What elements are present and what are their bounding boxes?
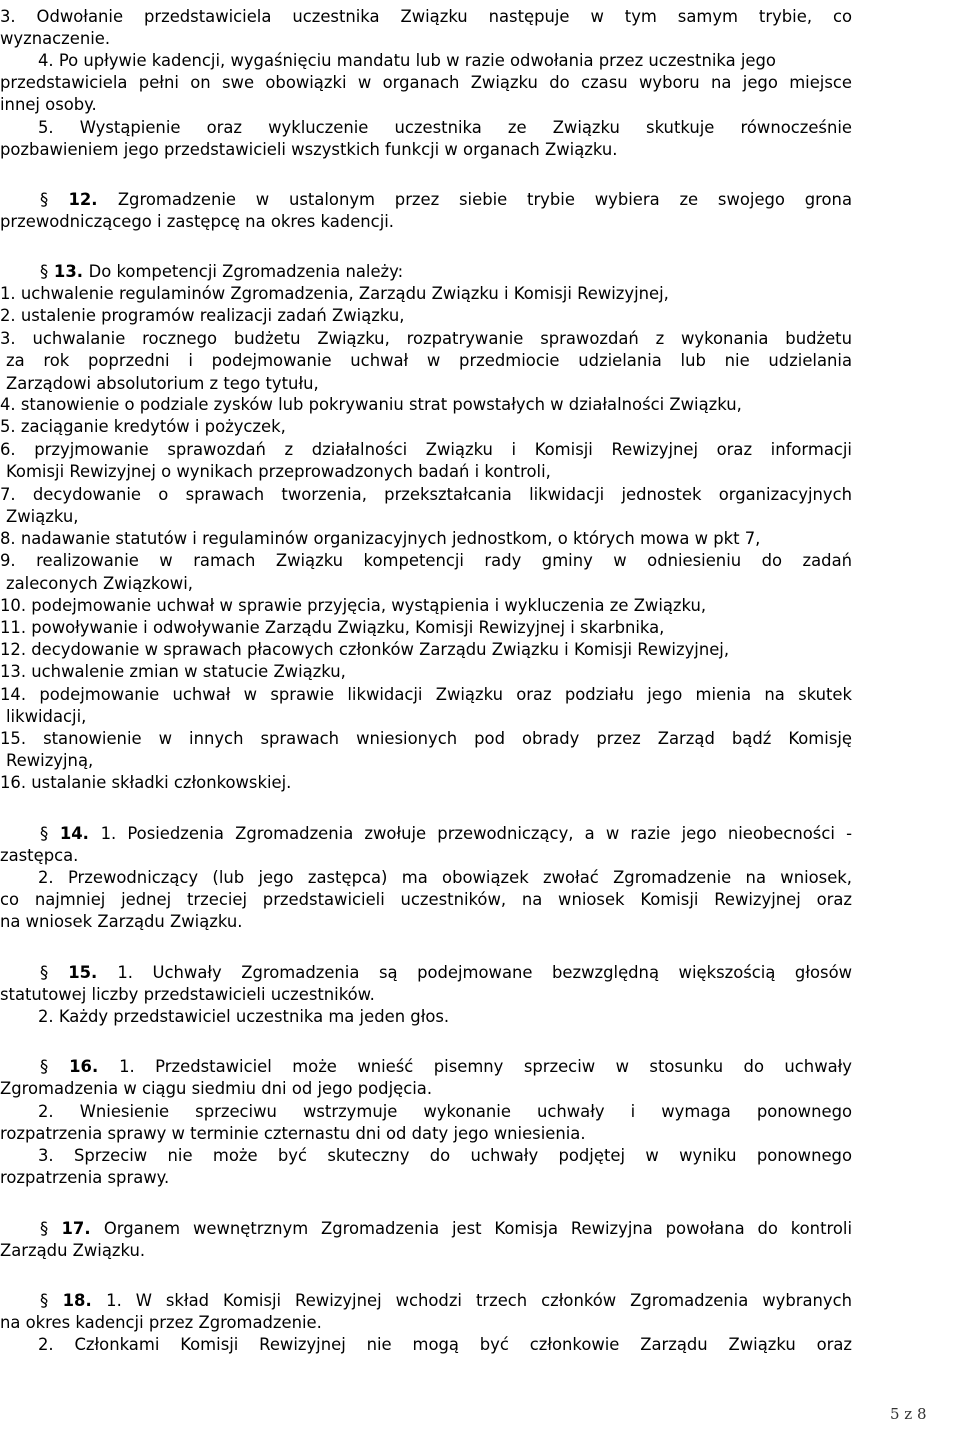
section-symbol: § [40,262,49,281]
section-text: Do kompetencji Zgromadzenia należy: [88,262,404,281]
text-line: przewodniczącego i zastępcę na okres kadencji. [0,212,395,231]
text-line: 4. stanowienie o podziale zysków lub pokrywaniu strat powstałych w działalności Związku, [0,395,742,414]
text-line [40,261,852,283]
section-text: Organem wewnętrznym Zgromadzenia jest Komisja Rewizyjna powołana do kontroli [103,1219,853,1238]
text-line: rozpatrzenia sprawy. [0,1168,170,1187]
text-line: co najmniej jednej trzeciej przedstawicieli uczestników, na wniosek Komisji Rewizyjnej oraz [0,890,852,909]
section-symbol: § [40,963,49,982]
text-line: 15. stanowienie w innych sprawach wniesionych pod obrady przez Zarząd bądź Komisję [0,729,852,748]
text-line: 3. Odwołanie przedstawiciela uczestnika Związku następuje w tym samym trybie, co [0,7,852,26]
text-line: za rok poprzedni i podejmowanie uchwał w przedmiocie udzielania lub nie udzielania [6,351,852,370]
page-number: 5 z 8 [890,1405,927,1423]
section-text: 1. Przedstawiciel może wnieść pisemny sprzeciw w stosunku do uchwały [119,1057,853,1076]
section-number: 14. [48,824,101,843]
section-number: 13. [48,262,89,281]
text-line: 4. Po upływie kadencji, wygaśnięciu mandatu lub w razie odwołania przez uczestnika jego [38,51,776,70]
text-line: 1. uchwalenie regulaminów Zgromadzenia, Zarządu Związku i Komisji Rewizyjnej, [0,284,669,303]
text-line: 8. nadawanie statutów i regulaminów organizacyjnych jednostkom, o których mowa w pkt 7, [0,529,761,548]
section-text: 1. W skład Komisji Rewizyjnej wchodzi trzech członków Zgromadzenia wybranych [106,1291,852,1310]
text-line: wyznaczenie. [0,29,111,48]
text-line: przedstawiciela pełni on swe obowiązki w organach Związku do czasu wyboru na jego miejsce [0,73,852,92]
text-line: 2. Wniesienie sprzeciwu wstrzymuje wykonanie uchwały i wymaga ponownego [38,1102,852,1121]
text-line: 5. Wystąpienie oraz wykluczenie uczestnika ze Związku skutkuje równocześnie [38,118,852,137]
text-line: likwidacji, [6,707,87,726]
section-number: 17. [48,1219,104,1238]
text-line: Zgromadzenia w ciągu siedmiu dni od jego podjęcia. [0,1079,433,1098]
text-line: Rewizyjną, [6,751,94,770]
text-line: pozbawieniem jego przedstawicieli wszystkich funkcji w organach Związku. [0,140,618,159]
text-line: 6. przyjmowanie sprawozdań z działalności Związku i Komisji Rewizyjnej oraz informacji [0,440,852,459]
text-line: Zarządu Związku. [0,1241,146,1260]
text-line: 3. uchwalanie rocznego budżetu Związku, rozpatrywanie sprawozdań z wykonania budżetu [0,329,852,348]
text-line [40,1218,852,1240]
text-line: 12. decydowanie w sprawach płacowych członków Zarządu Związku i Komisji Rewizyjnej, [0,640,730,659]
section-symbol: § [40,1057,49,1076]
text-line: na wniosek Zarządu Związku. [0,912,243,931]
text-line: 9. realizowanie w ramach Związku kompetencji rady gminy w odniesieniu do zadań [0,551,852,570]
text-line: 2. ustalenie programów realizacji zadań Związku, [0,306,405,325]
text-line [40,1056,852,1078]
text-line: 2. Każdy przedstawiciel uczestnika ma jeden głos. [38,1007,450,1026]
text-line: 5. zaciąganie kredytów i pożyczek, [0,417,286,436]
text-line: innej osoby. [0,95,97,114]
text-line: 3. Sprzeciw nie może być skuteczny do uchwały podjętej w wyniku ponownego [38,1146,852,1165]
text-line [40,189,852,211]
text-line: statutowej liczby przedstawicieli uczestników. [0,985,375,1004]
text-line: zastępca. [0,846,79,865]
text-line: 2. Członkami Komisji Rewizyjnej nie mogą być członkowie Zarządu Związku oraz [38,1335,852,1354]
section-number: 15. [48,963,118,982]
text-line [40,962,852,984]
text-line: 10. podejmowanie uchwał w sprawie przyjęcia, wystąpienia i wykluczenia ze Związku, [0,596,707,615]
text-line: 16. ustalanie składki członkowskiej. [0,773,292,792]
section-text: Zgromadzenie w ustalonym przez siebie trybie wybiera ze swojego grona [117,190,852,209]
section-symbol: § [40,824,49,843]
section-text: 1. Posiedzenia Zgromadzenia zwołuje przewodniczący, a w razie jego nieobecności - [100,824,852,843]
text-line [40,823,852,845]
text-line: rozpatrzenia sprawy w terminie czternastu dni od daty jego wniesienia. [0,1124,586,1143]
text-line: na okres kadencji przez Zgromadzenie. [0,1313,322,1332]
text-line: 2. Przewodniczący (lub jego zastępca) ma obowiązek zwołać Zgromadzenie na wniosek, [38,868,852,887]
text-line: 11. powoływanie i odwoływanie Zarządu Związku, Komisji Rewizyjnej i skarbnika, [0,618,665,637]
section-number: 18. [48,1291,107,1310]
section-symbol: § [40,190,49,209]
section-number: 16. [48,1057,120,1076]
text-line [40,1290,852,1312]
text-line: 13. uchwalenie zmian w statucie Związku, [0,662,346,681]
text-line: zaleconych Związkowi, [6,574,193,593]
text-line: 14. podejmowanie uchwał w sprawie likwidacji Związku oraz podziału jego mienia na skutek [0,685,852,704]
section-symbol: § [40,1291,49,1310]
text-line: Związku, [6,507,79,526]
section-symbol: § [40,1219,49,1238]
text-line: 7. decydowanie o sprawach tworzenia, przekształcania likwidacji jednostek organizacyjnych [0,485,852,504]
text-line: Komisji Rewizyjnej o wynikach przeprowadzonych badań i kontroli, [6,462,551,481]
section-number: 12. [48,190,118,209]
text-line: Zarządowi absolutorium z tego tytułu, [6,374,319,393]
section-text: 1. Uchwały Zgromadzenia są podejmowane bezwzględną większością głosów [117,963,852,982]
